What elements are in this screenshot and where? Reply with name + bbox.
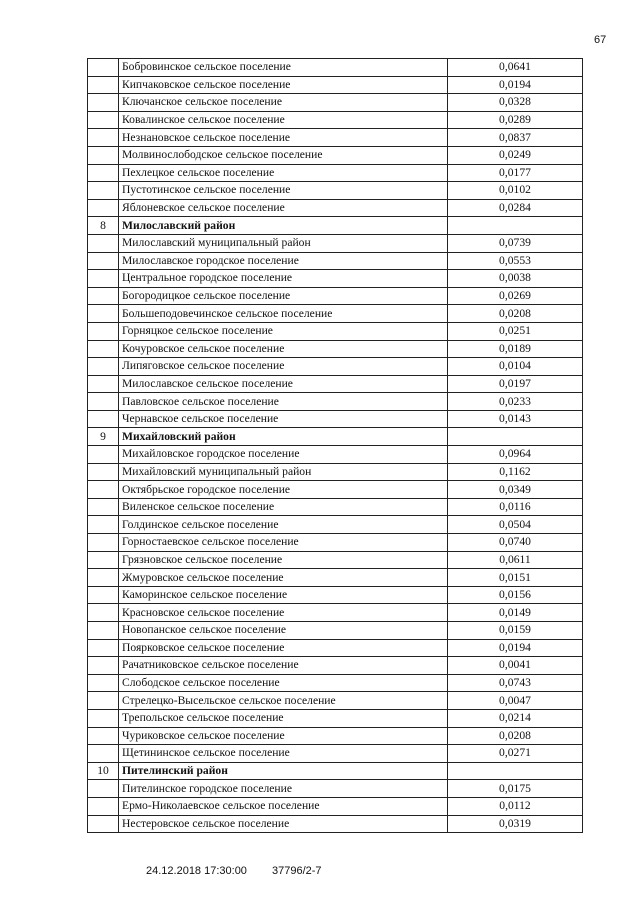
coefficient-value: 0,0251 bbox=[448, 322, 583, 340]
coefficient-value: 0,0159 bbox=[448, 622, 583, 640]
row-number bbox=[88, 463, 119, 481]
row-number bbox=[88, 410, 119, 428]
table-row bbox=[88, 322, 583, 340]
table-row bbox=[88, 94, 583, 112]
coefficient-value: 0,0112 bbox=[448, 797, 583, 815]
district-header-row bbox=[88, 428, 583, 446]
coefficient-value: 0,0156 bbox=[448, 586, 583, 604]
row-number bbox=[88, 164, 119, 182]
settlement-name: Милославский муниципальный район bbox=[119, 234, 448, 252]
settlement-name: Михайловское городское поселение bbox=[119, 446, 448, 464]
settlement-name: Молвинослободское сельское поселение bbox=[119, 146, 448, 164]
table-row bbox=[88, 569, 583, 587]
settlement-name: Красновское сельское поселение bbox=[119, 604, 448, 622]
table-row bbox=[88, 727, 583, 745]
footer-timestamp: 24.12.2018 17:30:00 bbox=[146, 865, 247, 877]
settlement-name: Поярковское сельское поселение bbox=[119, 639, 448, 657]
coefficient-value: 0,0319 bbox=[448, 815, 583, 833]
coefficient-value: 0,0284 bbox=[448, 199, 583, 217]
coefficient-value: 0,0197 bbox=[448, 375, 583, 393]
settlement-name: Нестеровское сельское поселение bbox=[119, 815, 448, 833]
row-number bbox=[88, 146, 119, 164]
coefficient-value: 0,0041 bbox=[448, 657, 583, 675]
settlement-name: Голдинское сельское поселение bbox=[119, 516, 448, 534]
coefficient-value bbox=[448, 762, 583, 780]
coefficient-value: 0,0116 bbox=[448, 498, 583, 516]
table-row bbox=[88, 182, 583, 200]
table-row bbox=[88, 164, 583, 182]
table-row bbox=[88, 358, 583, 376]
table-row bbox=[88, 340, 583, 358]
coefficient-value: 0,0194 bbox=[448, 76, 583, 94]
settlement-name: Стрелецко-Высельское сельское поселение bbox=[119, 692, 448, 710]
table-row bbox=[88, 111, 583, 129]
row-number bbox=[88, 393, 119, 411]
settlement-name: Пителинское городское поселение bbox=[119, 780, 448, 798]
settlement-name: Пехлецкое сельское поселение bbox=[119, 164, 448, 182]
footer-doc-id: 37796/2-7 bbox=[272, 865, 322, 877]
row-number bbox=[88, 639, 119, 657]
table-body bbox=[88, 59, 583, 833]
table-row bbox=[88, 252, 583, 270]
table-row bbox=[88, 76, 583, 94]
coefficient-value: 0,0143 bbox=[448, 410, 583, 428]
table-row bbox=[88, 129, 583, 147]
settlement-name: Милославское сельское поселение bbox=[119, 375, 448, 393]
settlement-name: Рачатниковское сельское поселение bbox=[119, 657, 448, 675]
coefficient-value: 0,0504 bbox=[448, 516, 583, 534]
coefficient-value bbox=[448, 217, 583, 235]
table-row bbox=[88, 498, 583, 516]
table-row bbox=[88, 622, 583, 640]
table-row bbox=[88, 234, 583, 252]
row-number: 8 bbox=[88, 217, 119, 235]
district-header-row bbox=[88, 217, 583, 235]
settlement-name: Михайловский район bbox=[119, 428, 448, 446]
settlement-name: Милославское городское поселение bbox=[119, 252, 448, 270]
coefficient-value: 0,0641 bbox=[448, 59, 583, 77]
settlement-name: Пителинский район bbox=[119, 762, 448, 780]
settlement-name: Жмуровское сельское поселение bbox=[119, 569, 448, 587]
settlement-name: Горняцкое сельское поселение bbox=[119, 322, 448, 340]
settlement-name: Виленское сельское поселение bbox=[119, 498, 448, 516]
settlement-name: Горностаевское сельское поселение bbox=[119, 534, 448, 552]
settlements-table bbox=[87, 58, 583, 833]
row-number bbox=[88, 446, 119, 464]
row-number bbox=[88, 534, 119, 552]
row-number bbox=[88, 797, 119, 815]
settlement-name: Яблоневское сельское поселение bbox=[119, 199, 448, 217]
row-number bbox=[88, 287, 119, 305]
coefficient-value: 0,0269 bbox=[448, 287, 583, 305]
row-number bbox=[88, 604, 119, 622]
coefficient-value: 0,0964 bbox=[448, 446, 583, 464]
settlement-name: Щетининское сельское поселение bbox=[119, 745, 448, 763]
row-number bbox=[88, 305, 119, 323]
table-row bbox=[88, 463, 583, 481]
coefficient-value: 0,0553 bbox=[448, 252, 583, 270]
coefficient-value: 0,0208 bbox=[448, 727, 583, 745]
settlement-name: Незнановское сельское поселение bbox=[119, 129, 448, 147]
row-number bbox=[88, 270, 119, 288]
row-number bbox=[88, 375, 119, 393]
row-number bbox=[88, 234, 119, 252]
row-number bbox=[88, 815, 119, 833]
row-number bbox=[88, 745, 119, 763]
row-number bbox=[88, 111, 119, 129]
settlement-name: Ковалинское сельское поселение bbox=[119, 111, 448, 129]
settlement-name: Кочуровское сельское поселение bbox=[119, 340, 448, 358]
district-header-row bbox=[88, 762, 583, 780]
coefficient-value: 0,0175 bbox=[448, 780, 583, 798]
settlement-name: Чернавское сельское поселение bbox=[119, 410, 448, 428]
table-row bbox=[88, 639, 583, 657]
table-row bbox=[88, 657, 583, 675]
coefficient-value: 0,1162 bbox=[448, 463, 583, 481]
table-row bbox=[88, 375, 583, 393]
table-row bbox=[88, 780, 583, 798]
page-number: 67 bbox=[594, 34, 607, 46]
coefficient-value: 0,0104 bbox=[448, 358, 583, 376]
coefficient-value: 0,0740 bbox=[448, 534, 583, 552]
table-row bbox=[88, 586, 583, 604]
row-number bbox=[88, 569, 119, 587]
row-number bbox=[88, 516, 119, 534]
coefficient-value: 0,0038 bbox=[448, 270, 583, 288]
row-number bbox=[88, 727, 119, 745]
table-row bbox=[88, 146, 583, 164]
coefficient-value: 0,0271 bbox=[448, 745, 583, 763]
coefficient-value: 0,0837 bbox=[448, 129, 583, 147]
settlement-name: Михайловский муниципальный район bbox=[119, 463, 448, 481]
row-number bbox=[88, 709, 119, 727]
table-row bbox=[88, 534, 583, 552]
coefficient-value: 0,0151 bbox=[448, 569, 583, 587]
coefficient-value: 0,0214 bbox=[448, 709, 583, 727]
row-number bbox=[88, 358, 119, 376]
coefficient-value: 0,0194 bbox=[448, 639, 583, 657]
coefficient-value: 0,0743 bbox=[448, 674, 583, 692]
table-row bbox=[88, 797, 583, 815]
row-number bbox=[88, 551, 119, 569]
table-row bbox=[88, 674, 583, 692]
settlement-name: Пустотинское сельское поселение bbox=[119, 182, 448, 200]
row-number bbox=[88, 182, 119, 200]
coefficient-value: 0,0233 bbox=[448, 393, 583, 411]
settlement-name: Каморинское сельское поселение bbox=[119, 586, 448, 604]
row-number bbox=[88, 94, 119, 112]
row-number bbox=[88, 340, 119, 358]
settlement-name: Ключанское сельское поселение bbox=[119, 94, 448, 112]
settlement-name: Центральное городское поселение bbox=[119, 270, 448, 288]
coefficient-value bbox=[448, 428, 583, 446]
table-row bbox=[88, 516, 583, 534]
coefficient-value: 0,0289 bbox=[448, 111, 583, 129]
settlement-name: Слободское сельское поселение bbox=[119, 674, 448, 692]
row-number bbox=[88, 252, 119, 270]
table-row bbox=[88, 59, 583, 77]
table-row bbox=[88, 270, 583, 288]
settlement-name: Милославский район bbox=[119, 217, 448, 235]
row-number bbox=[88, 76, 119, 94]
row-number bbox=[88, 322, 119, 340]
table-row bbox=[88, 709, 583, 727]
row-number bbox=[88, 481, 119, 499]
row-number: 9 bbox=[88, 428, 119, 446]
settlement-name: Кипчаковское сельское поселение bbox=[119, 76, 448, 94]
table-row bbox=[88, 815, 583, 833]
coefficient-value: 0,0328 bbox=[448, 94, 583, 112]
table-row bbox=[88, 745, 583, 763]
row-number bbox=[88, 692, 119, 710]
row-number bbox=[88, 498, 119, 516]
coefficient-value: 0,0611 bbox=[448, 551, 583, 569]
coefficient-value: 0,0189 bbox=[448, 340, 583, 358]
table-row bbox=[88, 393, 583, 411]
settlement-name: Грязновское сельское поселение bbox=[119, 551, 448, 569]
coefficient-value: 0,0349 bbox=[448, 481, 583, 499]
row-number bbox=[88, 59, 119, 77]
coefficient-value: 0,0177 bbox=[448, 164, 583, 182]
coefficient-value: 0,0739 bbox=[448, 234, 583, 252]
table-row bbox=[88, 446, 583, 464]
row-number bbox=[88, 674, 119, 692]
table-row bbox=[88, 692, 583, 710]
coefficient-value: 0,0249 bbox=[448, 146, 583, 164]
table-row bbox=[88, 410, 583, 428]
settlement-name: Трепольское сельское поселение bbox=[119, 709, 448, 727]
row-number: 10 bbox=[88, 762, 119, 780]
table-row bbox=[88, 199, 583, 217]
coefficient-value: 0,0208 bbox=[448, 305, 583, 323]
table-row bbox=[88, 305, 583, 323]
table-row bbox=[88, 604, 583, 622]
settlement-name: Бобровинское сельское поселение bbox=[119, 59, 448, 77]
row-number bbox=[88, 622, 119, 640]
settlement-name: Липяговское сельское поселение bbox=[119, 358, 448, 376]
settlement-name: Чуриковское сельское поселение bbox=[119, 727, 448, 745]
row-number bbox=[88, 586, 119, 604]
coefficient-value: 0,0047 bbox=[448, 692, 583, 710]
settlement-name: Новопанское сельское поселение bbox=[119, 622, 448, 640]
row-number bbox=[88, 780, 119, 798]
row-number bbox=[88, 129, 119, 147]
table-row bbox=[88, 551, 583, 569]
row-number bbox=[88, 199, 119, 217]
settlement-name: Октябрьское городское поселение bbox=[119, 481, 448, 499]
table-row bbox=[88, 481, 583, 499]
coefficient-value: 0,0102 bbox=[448, 182, 583, 200]
row-number bbox=[88, 657, 119, 675]
table-row bbox=[88, 287, 583, 305]
document-footer bbox=[146, 865, 344, 877]
settlement-name: Богородицкое сельское поселение bbox=[119, 287, 448, 305]
settlement-name: Павловское сельское поселение bbox=[119, 393, 448, 411]
settlement-name: Большеподовечинское сельское поселение bbox=[119, 305, 448, 323]
settlement-name: Ермо-Николаевское сельское поселение bbox=[119, 797, 448, 815]
coefficient-value: 0,0149 bbox=[448, 604, 583, 622]
